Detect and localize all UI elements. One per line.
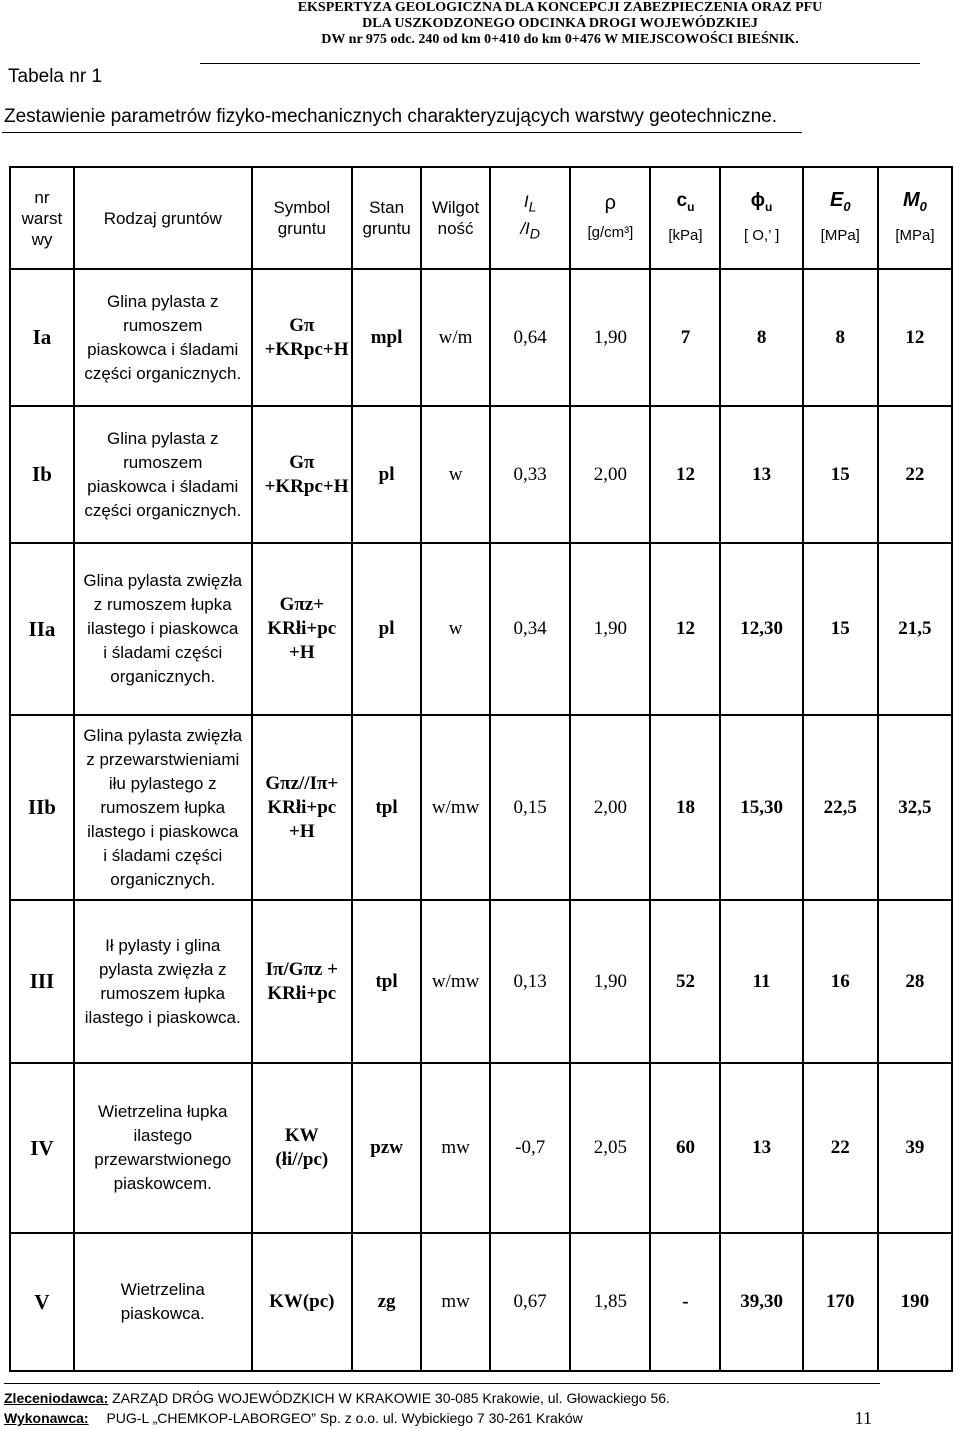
parameters-table (9, 166, 953, 1372)
moisture: w/mw (421, 900, 490, 1063)
friction-angle-value: 13 (720, 406, 802, 543)
table-row (10, 715, 952, 900)
rho-symbol: ρ (604, 192, 617, 214)
cu-symbol: $c_u$ (676, 189, 695, 214)
soil-description: Glina pylasta z rumoszem piaskowca i śladami części organicznych. (74, 269, 252, 406)
m0-value: 28 (878, 900, 952, 1063)
m0-value: 21,5 (878, 543, 952, 715)
col-rodzaj: Rodzaj gruntów (74, 167, 252, 269)
il-id-value: 0,13 (490, 900, 570, 1063)
col-nr: nr warst wy (10, 167, 74, 269)
table-row (10, 269, 952, 406)
moisture: w (421, 406, 490, 543)
contractor-text: PUG-L „CHEMKOP-LABORGEO” Sp. z o.o. ul. Wybickiego 7 30-261 Kraków (106, 1410, 583, 1426)
phi-symbol: $\phi_u$ (750, 189, 773, 214)
soil-description: Glina pylasta zwięzła z przewarstwieniami iłu pylastego z rumoszem łupka ilastego i piaskowca i śladami części organicznych. (74, 715, 252, 900)
header-line-3: DW nr 975 odc. 240 od km 0+410 do km 0+476 W MIEJSCOWOŚCI BIEŚNIK. (321, 32, 799, 47)
density-value: 1,90 (570, 900, 650, 1063)
cu-unit: [kPa] (668, 227, 703, 245)
moisture: w/mw (421, 715, 490, 900)
il-id-value: -0,7 (490, 1063, 570, 1233)
soil-symbol: KW(pc) (252, 1233, 352, 1371)
soil-state: mpl (352, 269, 421, 406)
friction-angle-value: 15,30 (720, 715, 802, 900)
soil-symbol: KW (łi//pc) (252, 1063, 352, 1233)
friction-angle-value: 13 (720, 1063, 802, 1233)
e0-value: 15 (803, 406, 878, 543)
m0-value: 22 (878, 406, 952, 543)
moisture: mw (421, 1063, 490, 1233)
col-wilgot: Wilgot ność (421, 167, 490, 269)
e0-unit: [MPa] (820, 227, 860, 244)
il-id-value: 0,67 (490, 1233, 570, 1371)
density-value: 2,00 (570, 715, 650, 900)
friction-angle-value: 12,30 (720, 543, 802, 715)
phi-unit: [ O,’ ] (743, 227, 780, 245)
density-value: 1,85 (570, 1233, 650, 1371)
col-phi (720, 167, 802, 269)
density-value: 2,00 (570, 406, 650, 543)
client-label: Zleceniodawca: (4, 1390, 109, 1406)
il-id-value: 0,64 (490, 269, 570, 406)
density-value: 1,90 (570, 269, 650, 406)
m0-value: 32,5 (878, 715, 952, 900)
moisture: w (421, 543, 490, 715)
friction-angle-value: 39,30 (720, 1233, 802, 1371)
header-line-2: DLA USZKODZONEGO ODCINKA DROGI WOJEWÓDZKIEJ (362, 16, 758, 31)
soil-symbol: Gπ +KRpc+H (252, 406, 352, 543)
cohesion-value: 60 (650, 1063, 720, 1233)
col-stan: Stan gruntu (352, 167, 421, 269)
table-row (10, 1233, 952, 1371)
caption-rule (2, 132, 802, 133)
soil-description: Glina pylasta z rumoszem piaskowca i śladami części organicznych. (74, 406, 252, 543)
friction-angle-value: 11 (720, 900, 802, 1063)
layer-code: Ia (10, 269, 74, 406)
layer-code: V (10, 1233, 74, 1371)
soil-state: pl (352, 543, 421, 715)
document-header (200, 0, 920, 48)
table-body (10, 269, 952, 1371)
m0-value: 190 (878, 1233, 952, 1371)
m0-value: 39 (878, 1063, 952, 1233)
soil-description: Wietrzelina piaskowca. (74, 1233, 252, 1371)
e0-symbol: $E_0$ (829, 189, 851, 214)
density-value: 2,05 (570, 1063, 650, 1233)
page-number: 11 (854, 1408, 872, 1428)
col-rho (570, 167, 650, 269)
soil-state: pl (352, 406, 421, 543)
soil-symbol: Gπz+ KRłi+pc +H (252, 543, 352, 715)
soil-state: tpl (352, 900, 421, 1063)
il-id-value: 0,33 (490, 406, 570, 543)
cohesion-value: 12 (650, 543, 720, 715)
col-cu (650, 167, 720, 269)
il-id-value: 0,15 (490, 715, 570, 900)
soil-symbol: Gπ +KRpc+H (252, 269, 352, 406)
soil-description: Wietrzelina łupka ilastego przewarstwionego piaskowcem. (74, 1063, 252, 1233)
col-il-id (490, 167, 570, 269)
il-id-value: 0,34 (490, 543, 570, 715)
m0-value: 12 (878, 269, 952, 406)
header-rule (200, 63, 920, 64)
e0-value: 170 (803, 1233, 878, 1371)
header-line-1: EKSPERTYZA GEOLOGICZNA DLA KONCEPCJI ZABEZPIECZENIA ORAZ PFU (297, 0, 823, 15)
friction-angle-value: 8 (720, 269, 802, 406)
table-label: Tabela nr 1 (8, 66, 103, 87)
cohesion-value: - (650, 1233, 720, 1371)
cohesion-value: 52 (650, 900, 720, 1063)
client-text: ZARZĄD DRÓG WOJEWÓDZKICH W KRAKOWIE 30-085 Krakowie, ul. Głowackiego 56. (112, 1390, 670, 1406)
soil-state: zg (352, 1233, 421, 1371)
e0-value: 22,5 (803, 715, 878, 900)
table-row (10, 1063, 952, 1233)
moisture: mw (421, 1233, 490, 1371)
footer-rule (4, 1383, 880, 1384)
contractor-label: Wykonawca: (4, 1410, 89, 1426)
layer-code: Ib (10, 406, 74, 543)
cohesion-value: 12 (650, 406, 720, 543)
rho-unit: [g/cm³] (587, 224, 634, 241)
e0-value: 15 (803, 543, 878, 715)
e0-value: 22 (803, 1063, 878, 1233)
layer-code: III (10, 900, 74, 1063)
density-value: 1,90 (570, 543, 650, 715)
soil-symbol: Iπ/Gπz + KRłi+pc (252, 900, 352, 1063)
col-e0 (803, 167, 878, 269)
soil-description: Glina pylasta zwięzła z rumoszem łupka ilastego i piaskowca i śladami części organicznych. (74, 543, 252, 715)
layer-code: IIa (10, 543, 74, 715)
e0-value: 16 (803, 900, 878, 1063)
table-row (10, 543, 952, 715)
table-caption: Zestawienie parametrów fizyko-mechanicznych charakteryzujących warstwy geotechniczne. (4, 106, 777, 127)
layer-code: IIb (10, 715, 74, 900)
e0-value: 8 (803, 269, 878, 406)
moisture: w/m (421, 269, 490, 406)
col-symbol: Symbol gruntu (252, 167, 352, 269)
m0-unit: [MPa] (895, 227, 935, 244)
soil-state: pzw (352, 1063, 421, 1233)
soil-state: tpl (352, 715, 421, 900)
il-label: $I_L$ $/I_D$ (520, 191, 541, 243)
soil-symbol: Gπz//Iπ+ KRłi+pc +H (252, 715, 352, 900)
soil-description: Ił pylasty i glina pylasta zwięzła z rumoszem łupka ilastego i piaskowca. (74, 900, 252, 1063)
footer-client (4, 1390, 670, 1406)
layer-code: IV (10, 1063, 74, 1233)
footer-contractor (4, 1410, 880, 1426)
table-row (10, 900, 952, 1063)
cohesion-value: 7 (650, 269, 720, 406)
m0-symbol: $M_0$ (902, 189, 927, 214)
col-m0 (878, 167, 952, 269)
cohesion-value: 18 (650, 715, 720, 900)
table-row (10, 406, 952, 543)
table-header-row (10, 167, 952, 269)
